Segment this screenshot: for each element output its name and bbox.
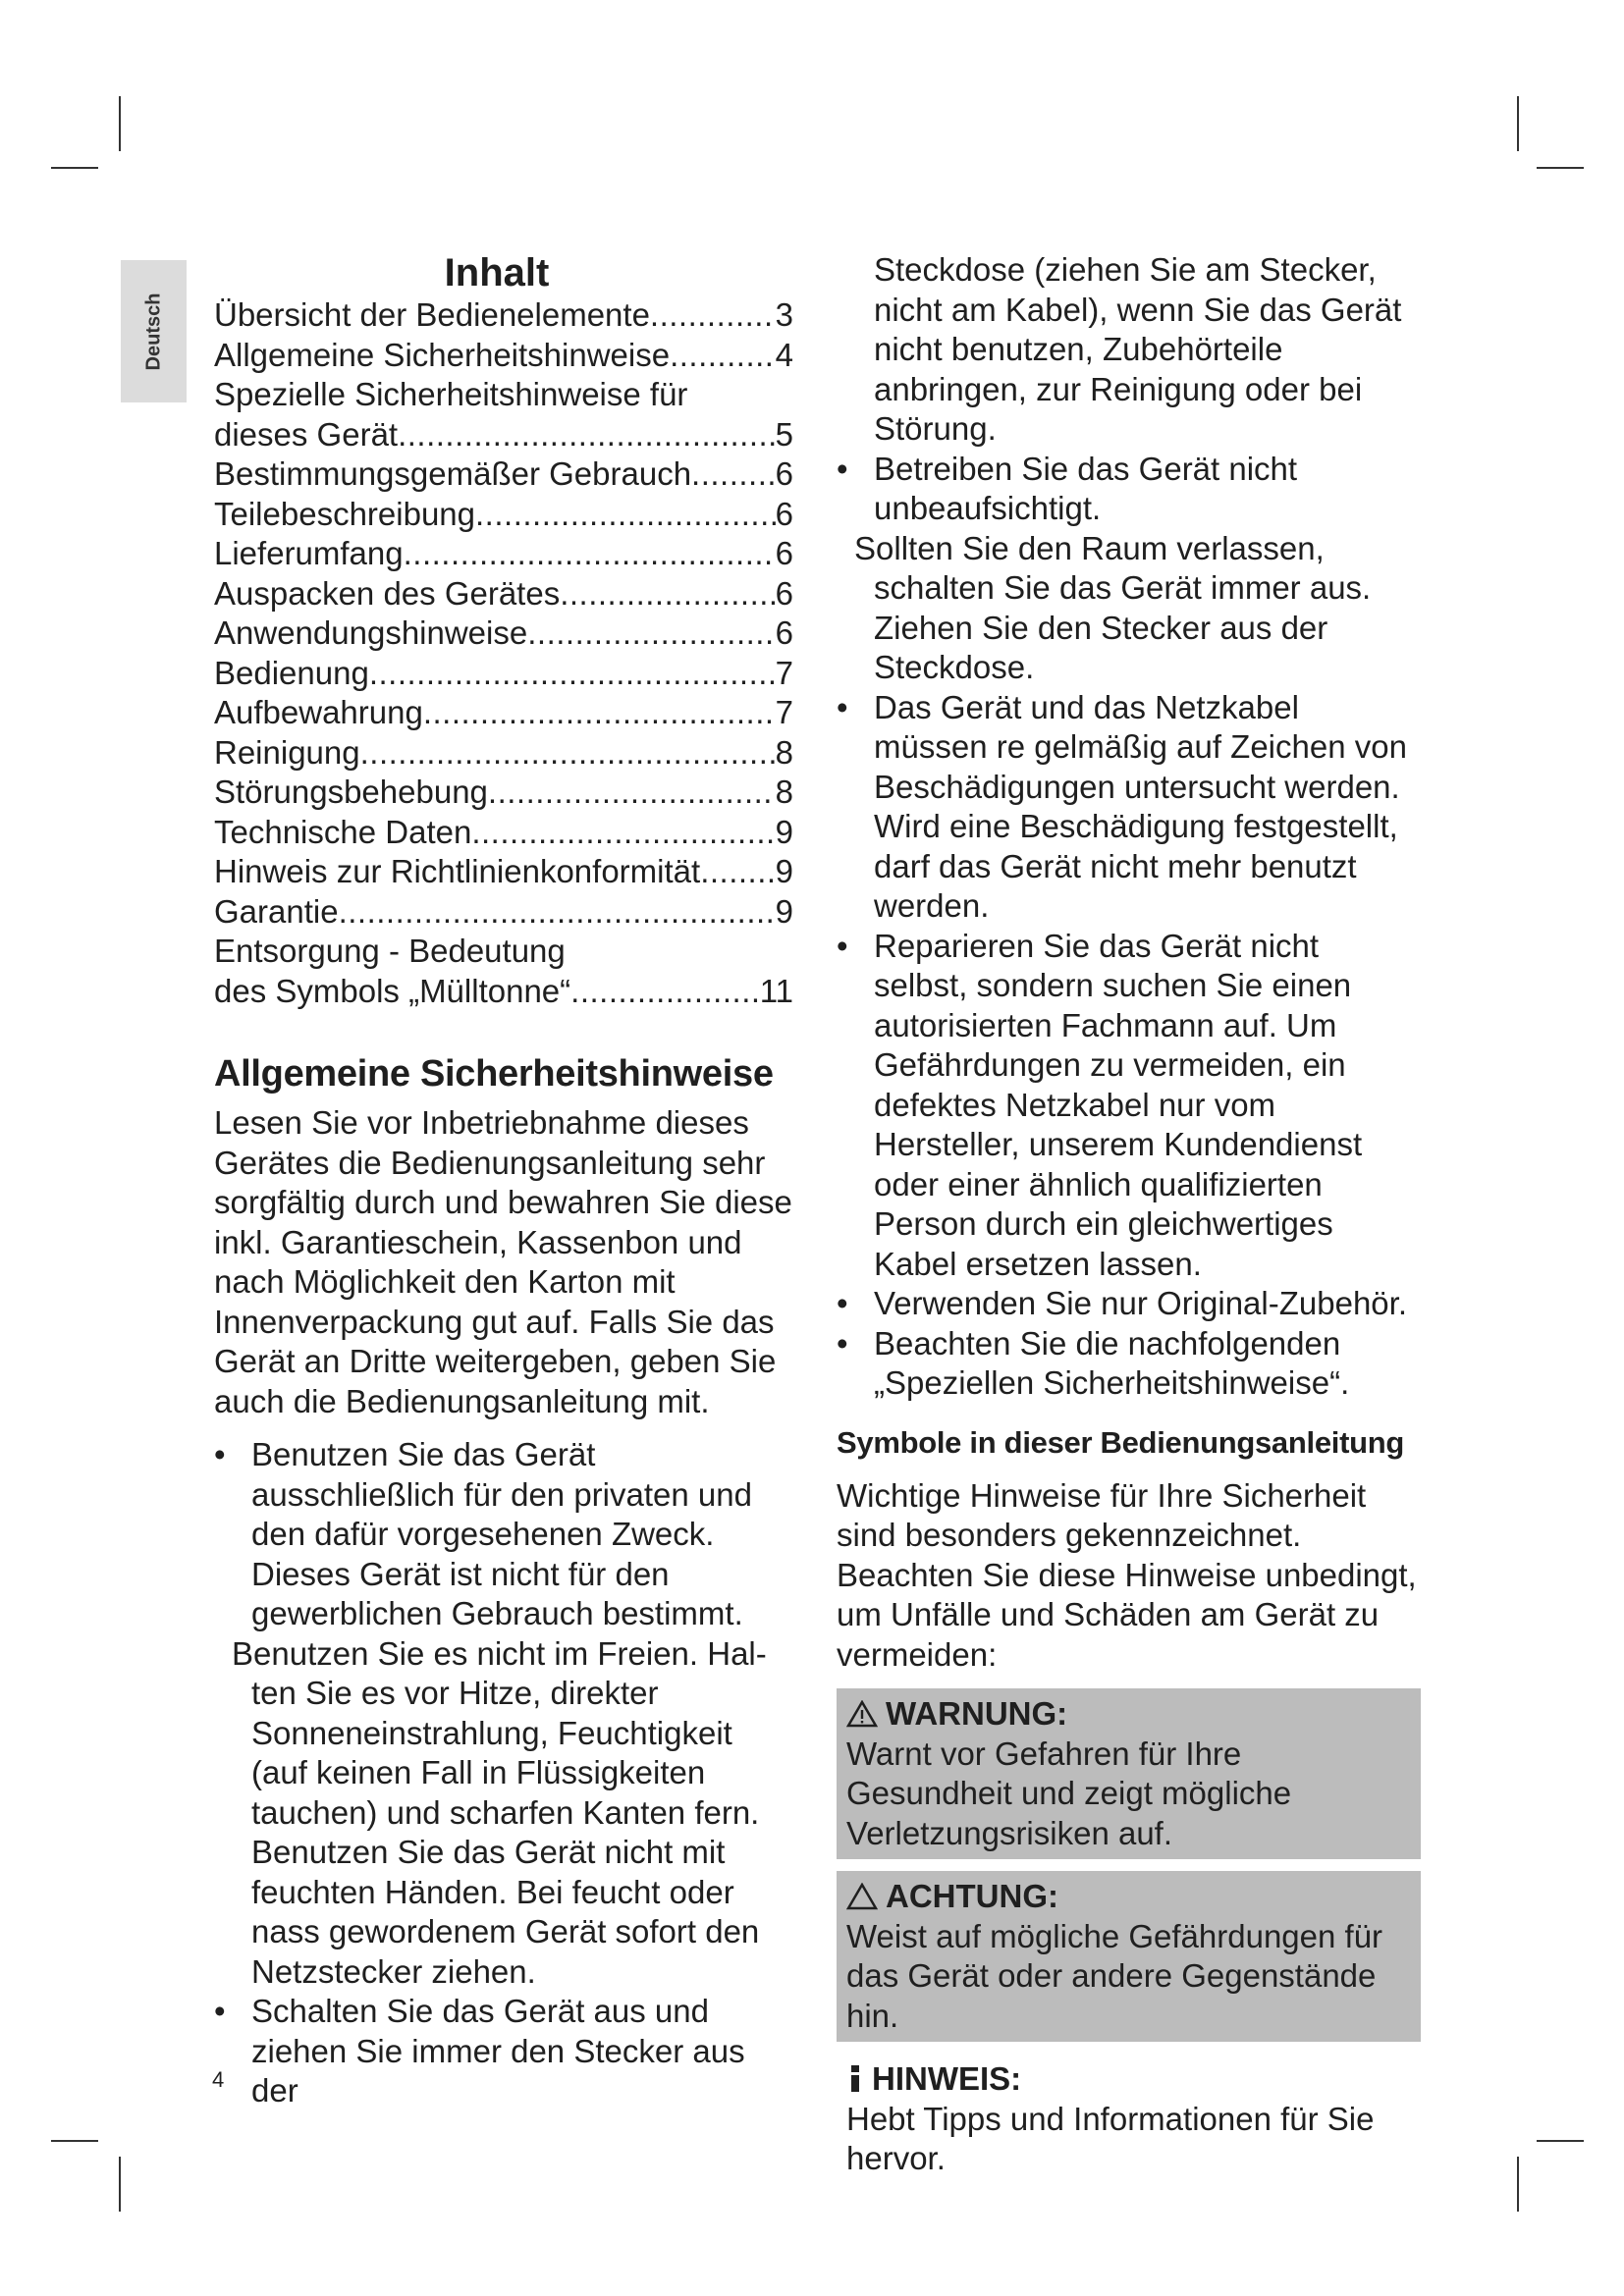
bullet-icon: • (837, 1324, 848, 1362)
toc-item[interactable]: Übersicht der Bedienelemente ..... 3 (214, 295, 793, 336)
toc-item[interactable]: Allgemeine Sicherheitshinweise ..... 4 (214, 336, 793, 376)
hint-notice (837, 2054, 1421, 2185)
toc-title: Inhalt (444, 251, 550, 294)
language-tab-label: Deutsch (142, 293, 164, 370)
toc-item[interactable]: des Symbols „Mülltonne“ ..... 11 (214, 972, 793, 1012)
toc-item[interactable]: Reinigung ..... 8 (214, 733, 793, 774)
caution-text: Weist auf mögliche Gefährdungen für das Gerät oder andere Gegenstände hin. (846, 1917, 1383, 2034)
list-item-paragraph: Sollten Sie den Raum verlassen, schalten Sie das Gerät immer aus. Ziehen Sie den Stecker aus der Steckdose. (854, 529, 1372, 685)
bullet-icon: • (214, 1436, 226, 1472)
toc-item[interactable]: Bedienung ..... 7 (214, 654, 793, 694)
list-item: • Verwenden Sie nur Original-Zubehör. (837, 1284, 1421, 1324)
symbols-heading: Symbole in dieser Bedienungsanleitung (837, 1424, 1405, 1460)
toc-item[interactable]: Lieferumfang ..... 6 (214, 534, 793, 574)
crop-mark-bottom-right (1517, 2157, 1519, 2212)
symbols-intro: Wichtige Hinweise für Ihre Sicherheit sind besonders gekennzeichnet. Beachten Sie diese Hinweise unbedingt, um Unfälle und Schäden am Gerät zu vermeiden: (837, 1476, 1417, 1673)
toc-item[interactable]: Aufbewahrung ..... 7 (214, 693, 793, 733)
bullet-icon: • (837, 688, 848, 725)
list-item-continued: Steckdose (ziehen Sie am Stecker, nicht am Kabel), wenn Sie das Gerät nicht benutzen, Zubehörteile anbringen, zur Reinigung oder bei Störung. (874, 251, 1402, 447)
general-safety-heading: Allgemeine Sicherheitshinweise (214, 1053, 774, 1095)
right-column (837, 250, 1421, 2197)
list-item: • Benutzen Sie das Gerät ausschließlich für den privaten und den dafür vorgesehenen Zweck. Dieses Gerät ist nicht für den gewerblichen Gebrauch bestimmt. (214, 1436, 752, 1631)
crop-mark-top-left (119, 96, 121, 151)
toc-item[interactable]: dieses Gerät ..... 5 (214, 415, 793, 455)
crop-mark-bottom-left-h (51, 2140, 98, 2142)
warning-text: Warnt vor Gefahren für Ihre Gesundheit und zeigt mögliche Verletzungsrisiken auf. (846, 1735, 1292, 1851)
toc-item[interactable]: Hinweis zur Richtlinienkonformität ..... 9 (214, 852, 793, 892)
caution-triangle-icon (846, 1883, 878, 1910)
left-column (214, 250, 793, 2111)
crop-mark-top-right (1517, 96, 1519, 151)
list-item-paragraph: Benutzen Sie es nicht im Freien. Hal- ten Sie es vor Hitze, direkter Sonneneinstrahlung, Feuchtigkeit (auf keinen Fall in Flüssigkeiten tauchen) und scharfen Kanten fern. Benutzen Sie das Gerät nicht mit feuchten Händen. Bei feucht oder nass gewordenem Gerät sofort den Netzstecker ziehen. (232, 1634, 767, 1990)
crop-mark-top-left-h (51, 167, 98, 169)
crop-mark-bottom-right-h (1537, 2140, 1584, 2142)
toc-item[interactable]: Bestimmungsgemäßer Gebrauch ..... 6 (214, 454, 793, 495)
bullet-icon: • (837, 450, 848, 487)
crop-mark-top-right-h (1537, 167, 1584, 169)
caution-title: ACHTUNG: (886, 1878, 1058, 1914)
list-item: • Das Gerät und das Netzkabel müssen re gelmäßig auf Zeichen von Beschädigungen untersucht werden. Wird eine Beschädigung festgestellt, darf das Gerät nicht mehr benutzt werden. (837, 688, 1407, 924)
crop-mark-bottom-left (119, 2157, 121, 2212)
hint-title: HINWEIS: (872, 2060, 1022, 2097)
hint-text: Hebt Tipps und Informationen für Sie hervor. (846, 2100, 1375, 2176)
toc-item[interactable]: Teilebeschreibung ..... 6 (214, 495, 793, 535)
warning-notice (837, 1688, 1421, 1859)
toc-item[interactable]: Spezielle Sicherheitshinweise für (214, 376, 688, 412)
toc-item[interactable]: Auspacken des Gerätes ..... 6 (214, 574, 793, 614)
list-item: • Reparieren Sie das Gerät nicht selbst, sondern suchen Sie einen autorisierten Fachmann auf. Um Gefährdungen zu vermeiden, ein defektes Netzkabel nur vom Hersteller, unserem Kundendienst oder einer ähnlich qualifizierten Person durch ein gleichwertiges Kabel ersetzen lassen. (837, 927, 1363, 1282)
toc-item[interactable]: Entsorgung - Bedeutung (214, 933, 566, 969)
toc-item[interactable]: Störungsbehebung ..... 8 (214, 773, 793, 813)
info-icon (846, 2064, 864, 2094)
list-item: • Betreiben Sie das Gerät nicht unbeaufsichtigt. (837, 450, 1298, 526)
bullet-icon: • (214, 1993, 226, 2029)
table-of-contents (214, 295, 793, 1011)
general-intro: Lesen Sie vor Inbetriebnahme dieses Gerätes die Bedienungsanleitung sehr sorgfältig durch und bewahren Sie diese inkl. Garantieschein, Kassenbon und nach Möglichkeit den Karton mit Innenverpackung gut auf. Falls Sie das Gerät an Dritte weitergeben, geben Sie auch die Bedienungsanleitung mit. (214, 1104, 792, 1419)
caution-notice (837, 1871, 1421, 2042)
bullet-icon: • (837, 927, 848, 964)
warning-triangle-icon (846, 1700, 878, 1728)
toc-item[interactable]: Garantie ..... 9 (214, 892, 793, 933)
page-number: 4 (212, 2067, 225, 2092)
list-item: • Schalten Sie das Gerät aus und ziehen Sie immer den Stecker aus der (214, 1993, 745, 2109)
list-item: • Beachten Sie die nachfolgenden „Speziellen Sicherheitshinweise“. (837, 1324, 1350, 1401)
language-tab (121, 260, 187, 402)
toc-item[interactable]: Anwendungshinweise ..... 6 (214, 614, 793, 654)
bullet-icon: • (837, 1285, 848, 1321)
warning-title: WARNUNG: (886, 1695, 1068, 1732)
toc-item[interactable]: Technische Daten ..... 9 (214, 813, 793, 853)
